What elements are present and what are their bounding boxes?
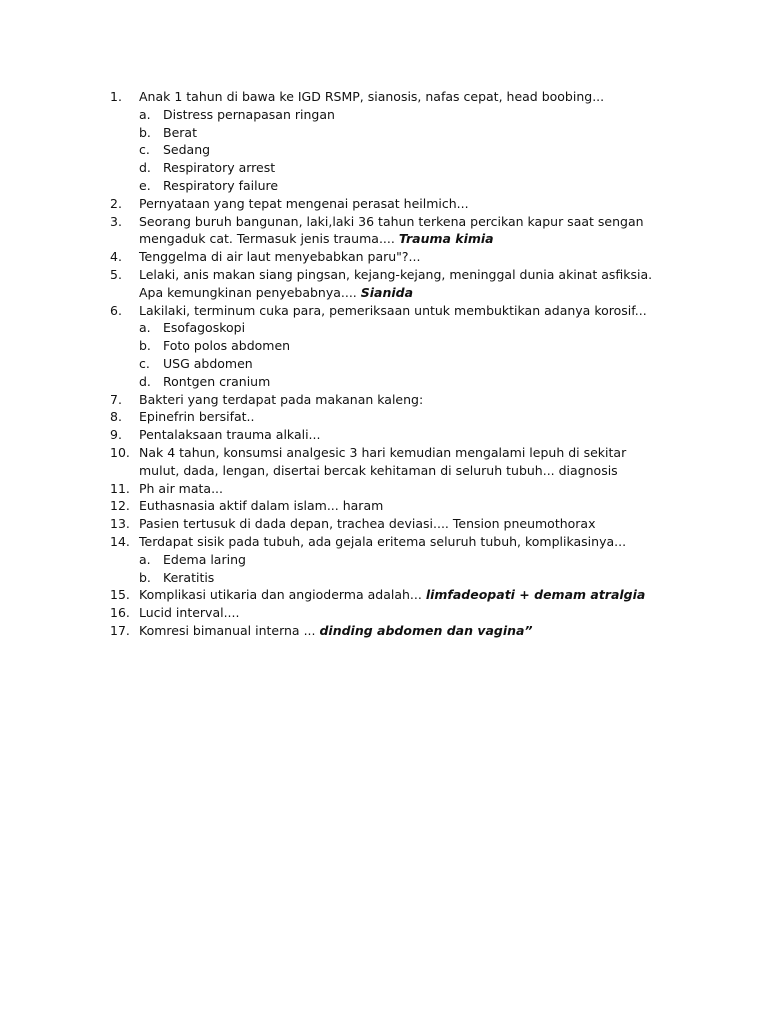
option-list: [139, 106, 670, 195]
option-text: Foto polos abdomen: [163, 338, 291, 354]
question-text: Epinefrin bersifat..: [139, 409, 255, 425]
option-letter: a.: [139, 106, 151, 122]
question-item: [110, 391, 670, 409]
question-text: Lucid interval....: [139, 605, 240, 621]
option-text: USG abdomen: [163, 355, 253, 371]
question-number: 12.: [110, 498, 130, 514]
question-text: Tenggelma di air laut menyebabkan paru"?...: [139, 249, 421, 265]
question-item: [110, 497, 670, 515]
question-number: 13.: [110, 516, 130, 532]
question-text: Nak 4 tahun, konsumsi analgesic 3 hari kemudian mengalami lepuh di sekitar mulut, dada, lengan, disertai bercak kehitaman di seluruh tubuh... diagnosis: [139, 444, 627, 478]
question-text: Komplikasi utikaria dan angioderma adalah...: [139, 587, 426, 603]
option-item: [139, 337, 670, 355]
question-text: Bakteri yang terdapat pada makanan kaleng:: [139, 391, 424, 407]
question-item: [110, 604, 670, 622]
question-number: 8.: [110, 409, 122, 425]
option-letter: b.: [139, 124, 151, 140]
question-item: [110, 195, 670, 213]
option-letter: e.: [139, 177, 151, 193]
question-answer: dinding abdomen dan vagina”: [319, 622, 533, 638]
question-item: [110, 533, 670, 586]
question-number: 10.: [110, 444, 130, 460]
question-item: [110, 248, 670, 266]
option-text: Respiratory arrest: [163, 160, 276, 176]
question-item: [110, 444, 670, 480]
question-number: 15.: [110, 587, 130, 603]
option-text: Berat: [163, 124, 197, 140]
question-answer: limfadeopati + demam atralgia: [425, 587, 646, 603]
question-text: Komresi bimanual interna ...: [139, 622, 320, 638]
question-number: 5.: [110, 266, 122, 282]
option-letter: b.: [139, 338, 151, 354]
question-item: [110, 515, 670, 533]
question-number: 4.: [110, 249, 122, 265]
question-item: [110, 213, 670, 249]
question-number: 17.: [110, 622, 130, 638]
option-letter: c.: [139, 355, 150, 371]
option-item: [139, 355, 670, 373]
question-item: [110, 480, 670, 498]
option-item: [139, 177, 670, 195]
question-number: 9.: [110, 427, 122, 443]
question-number: 7.: [110, 391, 122, 407]
question-item: [110, 408, 670, 426]
question-item: [110, 88, 670, 195]
option-letter: a.: [139, 320, 151, 336]
option-item: [139, 124, 670, 142]
option-text: Respiratory failure: [163, 177, 279, 193]
option-item: [139, 319, 670, 337]
question-item: [110, 622, 670, 640]
option-text: Rontgen cranium: [163, 373, 271, 389]
question-text: Lakilaki, terminum cuka para, pemeriksaan untuk membuktikan adanya korosif...: [139, 302, 647, 318]
question-number: 11.: [110, 480, 130, 496]
question-text: Anak 1 tahun di bawa ke IGD RSMP, sianosis, nafas cepat, head boobing...: [139, 89, 605, 104]
question-item: [110, 586, 670, 604]
question-number: 1.: [110, 89, 122, 104]
question-item: [110, 302, 670, 391]
question-number: 14.: [110, 533, 130, 549]
question-number: 2.: [110, 195, 122, 211]
question-number: 3.: [110, 213, 122, 229]
option-letter: b.: [139, 569, 151, 585]
question-text: Pernyataan yang tepat mengenai perasat heilmich...: [139, 195, 469, 211]
question-text: Seorang buruh bangunan, laki,laki 36 tahun terkena percikan kapur saat sengan mengaduk cat. Termasuk jenis trauma....: [139, 213, 644, 247]
option-item: [139, 106, 670, 124]
question-answer: Trauma kimia: [398, 231, 494, 247]
option-list: [139, 551, 670, 587]
question-text: Ph air mata...: [139, 480, 223, 496]
question-number: 16.: [110, 605, 130, 621]
option-text: Edema laring: [163, 551, 246, 567]
option-item: [139, 159, 670, 177]
option-letter: a.: [139, 551, 151, 567]
question-text: Pasien tertusuk di dada depan, trachea deviasi.... Tension pneumothorax: [139, 516, 596, 532]
question-text: Euthasnasia aktif dalam islam... haram: [139, 498, 384, 514]
question-text: Pentalaksaan trauma alkali...: [139, 427, 321, 443]
option-text: Keratitis: [163, 569, 215, 585]
question-answer: Sianida: [360, 284, 414, 300]
option-letter: c.: [139, 142, 150, 158]
option-text: Distress pernapasan ringan: [163, 106, 335, 122]
option-item: [139, 569, 670, 587]
option-item: [139, 141, 670, 159]
question-text: Terdapat sisik pada tubuh, ada gejala eritema seluruh tubuh, komplikasinya...: [139, 533, 627, 549]
option-list: [139, 319, 670, 390]
question-number: 6.: [110, 302, 122, 318]
option-letter: d.: [139, 373, 151, 389]
question-text: Lelaki, anis makan siang pingsan, kejang-kejang, meninggal dunia akinat asfiksia. Apa kemungkinan penyebabnya....: [139, 266, 653, 300]
question-list: [110, 88, 670, 640]
option-text: Sedang: [163, 142, 211, 158]
option-letter: d.: [139, 160, 151, 176]
option-item: [139, 373, 670, 391]
question-item: [110, 266, 670, 302]
option-item: [139, 551, 670, 569]
option-text: Esofagoskopi: [163, 320, 246, 336]
question-item: [110, 426, 670, 444]
